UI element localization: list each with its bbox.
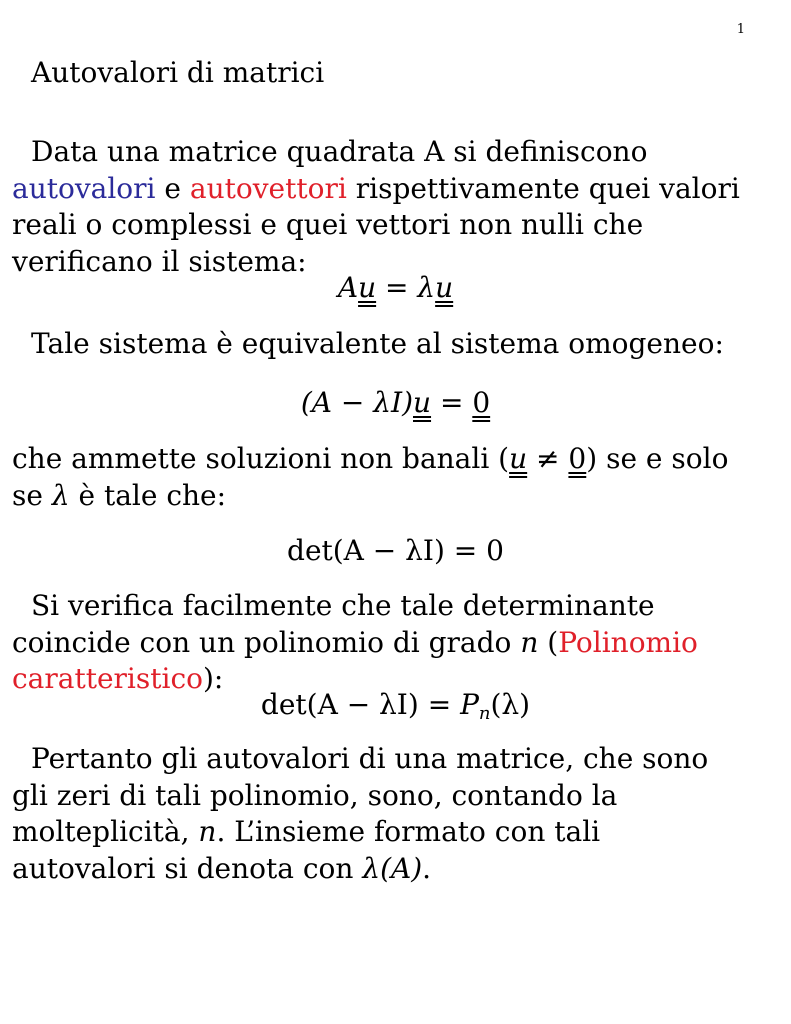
eq2-vector-u: u (413, 386, 432, 419)
eq2-zero-vector: 0 (472, 386, 491, 419)
eq1-vector-u: u (358, 271, 377, 304)
paragraph-polynomial (12, 588, 752, 698)
definition-text-mid: e (155, 171, 181, 205)
conclusion-end: . (422, 851, 432, 885)
slide-title: Autovalori di matrici (31, 56, 325, 89)
conclusion-text-start: Pertanto gli autovalori di una matrice, che sono gli zeri di tali polinomio, sono, contando la molteplicità, (12, 742, 709, 848)
term-polinomio-caratteristico: Polinomio caratteristico (12, 625, 698, 695)
nontrivial-zero-vector: 0 (568, 442, 587, 475)
conclusion-n: n (198, 815, 217, 848)
nontrivial-text-start: che ammette soluzioni non banali ( (12, 442, 510, 475)
polynomial-text-start: Si verifica facilmente che tale determinante coincide con un polinomio di grado (12, 589, 655, 659)
term-autovettori: autovettori (189, 171, 347, 205)
eq4-lhs: det(A − λI) = (260, 688, 461, 721)
conclusion-lambda-a: λ(A) (362, 851, 423, 885)
nontrivial-text-mid: ) se e solo se (12, 442, 729, 512)
polynomial-degree-n: n (520, 625, 539, 659)
equation-homogeneous (0, 385, 791, 421)
nontrivial-lambda: λ (51, 478, 70, 512)
nontrivial-vector-u: u (509, 442, 528, 475)
paragraph-nontrivial (12, 441, 752, 514)
eq4-subscript-n: n (478, 703, 491, 724)
nontrivial-neq: ≠ (527, 442, 569, 475)
homogeneous-text: Tale sistema è equivalente al sistema omogeneo: (31, 327, 724, 360)
eq2-lhs: (A − λI) (300, 386, 413, 419)
conclusion-text-mid: . L’insieme formato con tali autovalori si denota con (12, 815, 601, 885)
eq2-equals: = (431, 386, 473, 419)
eq1-matrix-a: A (337, 271, 359, 304)
nontrivial-text-end: è tale che: (69, 478, 227, 512)
page-number: 1 (736, 22, 745, 37)
paragraph-definition (12, 134, 752, 280)
eq1-equals: = (376, 271, 418, 304)
polynomial-open-paren: ( (538, 625, 559, 659)
eq4-arg: (λ) (490, 688, 531, 721)
definition-text-start: Data una matrice quadrata A si definiscono (31, 135, 648, 168)
definition-text-end: rispettivamente quei valori reali o complessi e quei vettori non nulli che verificano il sistema: (12, 171, 740, 278)
eq4-p: P (460, 688, 479, 721)
paragraph-homogeneous (12, 326, 752, 363)
equation-characteristic (0, 687, 791, 723)
equation-eigen (0, 270, 791, 306)
eq1-lambda: λ (417, 271, 436, 304)
equation-determinant: det(A − λI) = 0 (287, 534, 504, 567)
eq1-vector-u-rhs: u (435, 271, 454, 304)
polynomial-close: ): (202, 662, 224, 695)
term-autovalori: autovalori (12, 171, 156, 205)
paragraph-conclusion (12, 741, 752, 887)
